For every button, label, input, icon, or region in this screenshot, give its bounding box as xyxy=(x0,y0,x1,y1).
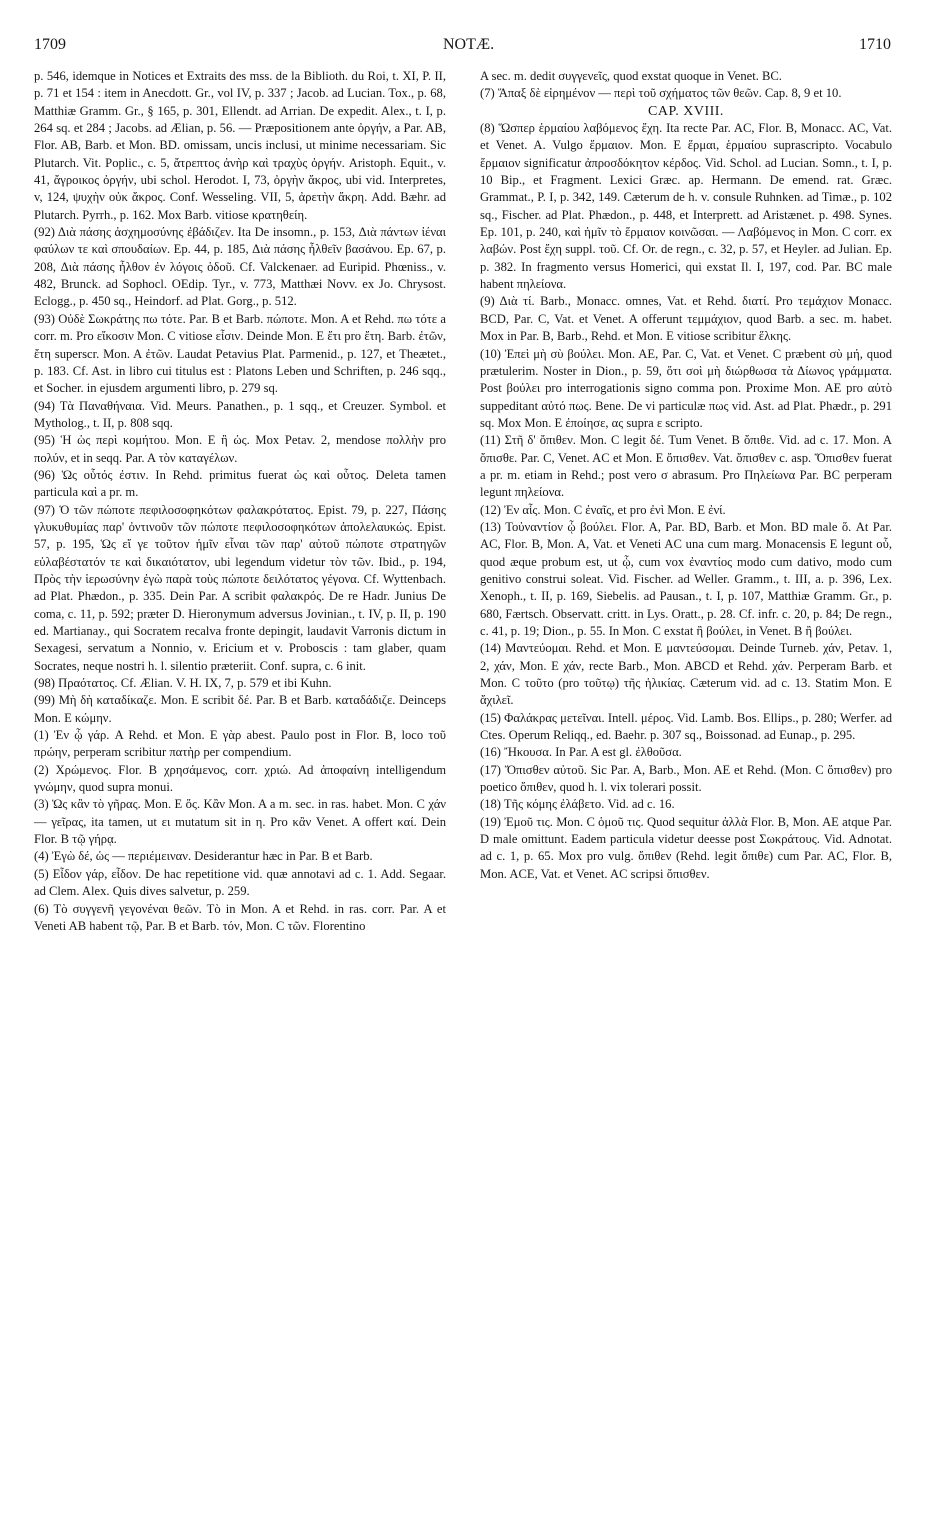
page-header xyxy=(0,36,927,58)
note-paragraph: (2) Χρώμενος. Flor. B χρησάμενος, corr. χριώ. Ad ἀποφαίνη intelligendum γνώμην, quod supra monui. xyxy=(34,762,446,795)
note-paragraph: (4) Ἐγὼ δέ, ὡς — περιέμειναν. Desiderantur hæc in Par. B et Barb. xyxy=(34,849,373,864)
note-paragraph: (98) Πραότατος. Cf. Ælian. V. H. IX, 7, p. 579 et ibi Kuhn. xyxy=(34,676,332,691)
note-paragraph: A sec. m. dedit συγγενεῖς, quod exstat quoque in Venet. BC. xyxy=(480,69,782,83)
note-paragraph: (10) Ἐπεὶ μὴ σὺ βούλει. Mon. AE, Par. C, Vat. et Venet. C præbent σὺ μή, quod prætulerim. Noster in Dion., p. 59, ὅτι σοὶ μὴ διώρθωσα τὰ Δίωνος γράμματα. Post βούλει pro interrogationis signo comma pon. Proxime Mon. AE pro αὐτὸ suppeditant αὐτό πως. Bene. De vi particulæ πως vid. Ast. ad Plat. Phædr., p. 291 sq. Mox Mon. E ἐποίησε, ας supra ε scripto. xyxy=(480,346,892,430)
note-paragraph: (15) Φαλάκρας μετεῖναι. Intell. μέρος. Vid. Lamb. Bos. Ellips., p. 280; Werfer. ad Ctes. Operum Reliqq., ed. Baehr. p. 307 sq., Boissonad. ad Eunap., p. 295. xyxy=(480,710,892,743)
note-paragraph: (99) Μὴ δὴ καταδίκαζε. Mon. E scribit δέ. Par. B et Barb. καταδάδιζε. Deinceps Mon. E κώμην. xyxy=(34,693,446,725)
note-paragraph: (19) Ἐμοῦ τις. Mon. C ὁμοῦ τις. Quod sequitur ἀλλὰ Flor. B, Mon. AE atque Par. D male omittunt. Eadem particula videtur deesse post Σωκράτους. Vid. Adnotat. ad c. 1, p. 65. Mox pro vulg. ὄπιθεν (Rehd. legit ὄπιθε) cum Par. AC, Flor. B, Mon. ACE, Vat. et Venet. AC scripsi ὄπισθεν. xyxy=(480,814,892,881)
page-number-right: 1710 xyxy=(859,36,891,53)
note-paragraph: (7) Ἅπαξ δὲ εἰρημένον — περὶ τοῦ σχήματος τῶν θεῶν. Cap. 8, 9 et 10. xyxy=(480,86,842,101)
note-paragraph: (18) Τῆς κόμης ἐλάβετο. Vid. ad c. 16. xyxy=(480,797,675,812)
note-paragraph: p. 546, idemque in Notices et Extraits des mss. de la Biblioth. du Roi, t. XI, P. II, p. 71 et 154 : item in Anecdott. Gr., vol IV, p. 337 ; Jacob. ad Lucian. Tox., p. 68, Matthiæ Gramm. Gr., § 165, p. 301, Ellendt. ad Arrian. De expedit. Alex., t. I, p. 264 sq. et 284 ; Jacobs. ad Ælian, p. 56. — Præpositionem ante ὀργήν, a Par. AB, Flor. AB, Barb. et Mon. BD. omissam, uncis inclusi, ut minime necessariam. Sic Plutarch. Vit. Poplic., c. 5, ἄτρεπτος ἀνὴρ καὶ τραχὺς ὀργήν. Aristoph. Equit., v. 41, ἄγροικος ὀργήν, ubi schol. Herodot. I, 73, ὀργὴν ἄκρος, ubi vid. Interpretes, v, 124, ψυχὴν οὐκ ἄκρος. Conf. Wesseling. VII, 5, ἀρετὴν ἄκρη. Add. Bæhr. ad Plutarch. Pyrrh., p. 162. Mox Barb. vitiose κρατηθείη. xyxy=(34,69,446,222)
note-paragraph: (5) Εἶδον γάρ, εἶδον. De hac repetitione vid. quæ annotavi ad c. 1. Add. Segaar. ad Clem. Alex. Quis dives salvetur, p. 259. xyxy=(34,866,446,899)
note-paragraph: (8) Ὥσπερ ἑρμαίου λαβόμενος ἔχη. Ita recte Par. AC, Flor. B, Monacc. AC, Vat. et Venet. A. Vulgo ἕρμαιον. Mon. E ἕρμαι, ἑρμαίου suprascripto. Vocabulo ἕρμαιον significatur ἀπροσδόκητον κέρδος. Vid. Schol. ad Lucian. Somn., t. I, p. 10 Bip., et Fragment. Lexici Græc. ap. Hermann. De emend. rat. Græc. Grammat., P. I, p. 342, 149. Cæterum de h. v. consule Ruhnken. ad Timæ., p. 102 sq., Fischer. ad Plat. Phædon., p. 448, et Interprett. ad Aristænet. p. 498. Synes. Ep. 101, p. 240, καὶ ἡμῖν τὸ ἕρμαιον κοινῶσαι. — Λαβόμενος in Mon. C corr. ex λαβών. Post ἔχη suppl. τοῦ. Cf. Or. de regn., c. 32, p. 57, et Heyler. ad Julian. Ep. p. 382. In fragmento versus Homerici, qui exstat Il. I, 197, cod. Par. BC male habent πηλείονα. xyxy=(480,121,892,292)
note-paragraph: (13) Τοὐναντίον ᾧ βούλει. Flor. A, Par. BD, Barb. et Mon. BD male ὅ. At Par. AC, Flor. B, Mon. A, Vat. et Veneti AC una cum marg. Monacensis E legunt οὗ, quod æque probum est, ut ᾧ, cum vox ἐναντίος modo cum dativo, modo cum genitivo construi soleat. Vid. Fischer. ad Weller. Gramm., t. III, a. p. 396, Lex. Xenoph., t. II, p. 169, Siebelis. ad Pausan., t. I, p. 107, Matthiæ Gramm. Gr., p. 680, Færtsch. Observatt. critt. in Lys. Oratt., p. 28. Cf. infr. c. 20, p. 84; De regn., c. 41, p. 19; Dion., p. 55. In Mon. C exstat ἢ βούλει, in Venet. B ἢ βούλει. xyxy=(480,519,892,638)
note-paragraph: (95) Ἡ ὡς περὶ κομήτου. Mon. E ἢ ὡς. Mox Petav. 2, mendose πολλὴν pro πολύν, et in seqq. Par. A τὸν καταγέλων. xyxy=(34,433,446,465)
page-number-left: 1709 xyxy=(34,36,66,53)
left-column xyxy=(34,68,446,935)
note-paragraph: (9) Διὰ τί. Barb., Monacc. omnes, Vat. et Rehd. διατί. Pro τεμάχιον Monacc. BCD, Par. C, Vat. et Venet. A offerunt τεμμάχιον, quod Barb. a sec. m. habet. Mox in Par. B, Barb., Rehd. et Mon. E vitiose scribitur ἕλκης. xyxy=(480,294,892,344)
chapter-heading: CAP. XVIII. xyxy=(648,103,724,119)
right-column xyxy=(480,68,892,883)
note-paragraph: (93) Οὐδὲ Σωκράτης πω τότε. Par. B et Barb. πώποτε. Mon. A et Rehd. πω τότε a corr. m. Pro εἴκοσιν Mon. C vitiose εἶσιν. Deinde Mon. E ἔτι pro ἔτη. Barb. ἐτῶν, ἔτη superscr. Mon. A ἐτῶν. Laudat Petavius Plat. Parmenid., p. 127, et Theætet., p. 183. Cf. Ast. in libro cui titulus est : Platons Leben und Schriften, p. 246 sqq., et Socher. in ejusdem argumenti libro, p. 279 sq. xyxy=(34,311,446,396)
note-paragraph: (11) Στῆ δ' ὄπιθεν. Mon. C legit δέ. Tum Venet. B ὄπιθε. Vid. ad c. 17. Mon. A ὄπισθε. Par. C, Venet. AC et Mon. E ὄπισθεν. Vat. ὄπισθεν c. asp. Ὄπισθεν fuerat a pr. m. etiam in Rehd.; post vero σ abrasum. Pro Πηλείωνα Par. BC perperam legunt πηλείονα. xyxy=(480,433,892,500)
note-paragraph: (92) Διὰ πάσης ἀσχημοσύνης ἐβάδιζεν. Ita De insomn., p. 153, Διὰ πάντων ἰέναι φαύλων τε καὶ σπουδαίων. Ep. 44, p. 185, Διὰ πάσης ἦλθεῖν βασάνου. Ep. 67, p. 208, Διὰ πάσης ἦλθον ἐν λόγοις ὁδοῦ. Cf. Valckenaer. ad Euripid. Phœniss., v. 482, Brunck. ad Sophocl. OEdip. Tyr., v. 773, Matthæi Novv. ex Jo. Chrysost. Eclogg., p. 450 sq., Heindorf. ad Plat. Gorg., p. 512. xyxy=(34,225,446,309)
note-paragraph: (1) Ἐν ᾧ γάρ. A Rehd. et Mon. E γὰρ abest. Paulo post in Flor. B, loco τοῦ πρώην, perperam scribitur πατὴρ per compendium. xyxy=(34,728,446,760)
running-title: NOTÆ. xyxy=(443,36,495,53)
note-paragraph: (14) Μαντεύομαι. Rehd. et Mon. E μαντεύσομαι. Deinde Turneb. χάν, Petav. 1, 2, χάν, Mon. E χάν, recte Barb., Mon. ABCD et Rehd. χάν. Perperam Barb. et Mon. C τοῦτο (pro τοῦτῳ) τῆς ἡλικίας. Cæterum vid. ad c. 13. Statim Mon. E ἄχιλεῖ. xyxy=(480,641,892,708)
note-paragraph: (96) Ὡς οὗτός ἐστιν. In Rehd. primitus fuerat ὡς καὶ οὗτος. Deleta tamen particula καὶ a pr. m. xyxy=(34,467,446,500)
note-paragraph: (97) Ὁ τῶν πώποτε πεφιλοσοφηκότων φαλακρότατος. Epist. 79, p. 227, Πάσης γλυκυθυμίας παρ' ὀντινοῦν τῶν πώποτε πεφιλοσοφηκότων ἀπολελαυκώς. Epist. 57, p. 195, Ὡς εἴ γε τοῦτον ἡμῖν εἶναι τῶν παρ' αὐτοῦ πώποτε στρατηγῶν εὐλαβέστατόν τε καὶ δικαιότατον, ubi legendum videtur τὸν τῶν. Ibid., p. 194, Πρὸς τὴν ἱερωσύνην ἐγὼ παρὰ τοὺς πώποτε δειλότατος γέγονα. Cf. Wyttenbach. ad Plat. Phædon., p. 335. Dein Par. A scribit φαλακρός. De re Hadr. Junius De coma, c. 11, p. 592; præter D. Hieronymum adversus Jovinian., t. IV, p. II, p. 190 ed. Martianay., qui Socratem recalva fronte depingit, laudavit Varronis dictum in Sexagesi, servatum a Nonnio, v. Ericium et v. Proboscis : tam glaber, quam Socrates, neque nostri h. l. silentio præteriit. Conf. supra, c. 6 init. xyxy=(34,502,446,673)
note-paragraph: (6) Τὸ συγγενῆ γεγονέναι θεῶν. Τὸ in Mon. A et Rehd. in ras. corr. Par. A et Veneti AB habent τῷ, Par. B et Barb. τόν, Mon. C τῶν. Florentino xyxy=(34,901,446,933)
note-paragraph: (3) Ὡς κἂν τὸ γῆρας. Mon. E ὅς. Κἂν Mon. A a m. sec. in ras. habet. Mon. C χάν — γεῖρας, ita tamen, ut ει mutatum sit in η. Pro κἂν Venet. A offert καί. Dein Flor. B τῷ γήρᾳ. xyxy=(34,797,446,847)
note-paragraph: (16) Ἤκουσα. In Par. A est gl. ἐλθοῦσα. xyxy=(480,745,682,760)
note-paragraph: (12) Ἐν αἷς. Mon. C ἐναῖς, et pro ἐνὶ Mon. E ἐνί. xyxy=(480,502,726,517)
note-paragraph: (94) Τὰ Παναθήναια. Vid. Meurs. Panathen., p. 1 sqq., et Creuzer. Symbol. et Mytholog., t. II, p. 808 sqq. xyxy=(34,398,446,430)
note-paragraph: (17) Ὄπισθεν αὐτοῦ. Sic Par. A, Barb., Mon. AE et Rehd. (Mon. C ὄπισθεν) pro poetico ὄπιθεν, quod h. l. vix tolerari possit. xyxy=(480,762,892,795)
